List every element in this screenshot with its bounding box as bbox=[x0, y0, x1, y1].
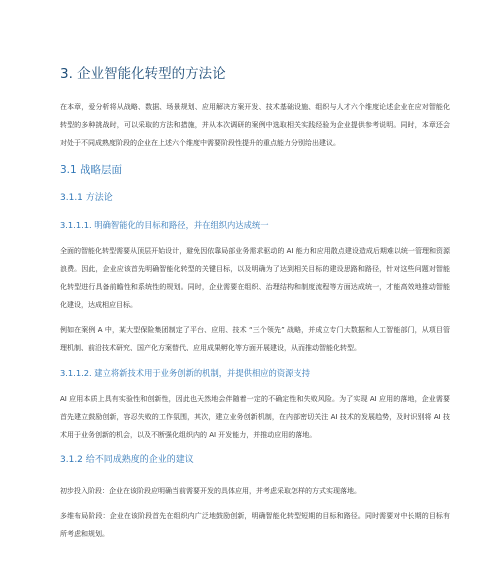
paragraph-goal-2: 例如在案例 A 中，某大型保险集团制定了平台、应用、技术 “三个领先” 战略，并成立专门大数据和人工智能部门，从项目管理机制、前沿技术研究、国产化方案替代、应用成果孵化等方面开展建设，从而推动智能化转型。 bbox=[60, 326, 450, 352]
paragraph-advice-initial: 初步投入阶段：企业在该阶段应明确当前需要开发的具体应用，并考虑采取怎样的方式实现落地。 bbox=[60, 487, 361, 495]
chapter-intro: 在本章，爱分析将从战略、数据、场景规划、应用解决方案开发、技术基础设施、组织与人才六个维度论述企业在应对智能化转型的多种挑战时，可以采取的方法和措施，并从本次调研的案例中选取相关实践经验为企业提供参考说明。同时，本章还会对处于不同成熟度阶段的企业在上述六个维度中需要阶段性提升的重点能力分别给出建议。 bbox=[60, 103, 450, 147]
subsection-heading-methodology: 3.1.1 方法论 bbox=[60, 193, 113, 203]
heading-innovation-mechanism: 3.1.1.2. 建立将新技术用于业务创新的机制，并提供相应的资源支持 bbox=[60, 368, 311, 378]
chapter-title: 3. 企业智能化转型的方法论 bbox=[60, 66, 226, 82]
paragraph-goal-1: 全面的智能化转型需要从顶层开始设计，避免因依靠局部业务需求驱动的 AI 能力和应用散点建设造成后期难以统一管理和资源浪费。因此，企业应该首先明确智能化转型的关键目标，以及明确为了达到相关目标的建设思路和路径，针对这些问题对智能化转型进行具备前瞻性和系统性的规划。同时，企业需要在组织、治理结构和制度流程等方面达成统一，才能高效地推动智能化建设，达成相应目标。 bbox=[60, 247, 450, 309]
paragraph-innovation: AI 应用本质上具有实验性和创新性，因此也天然地会伴随着一定的不确定性和失败风险。为了实现 AI 应用的落地，企业需要首先建立鼓励创新，容忍失败的工作氛围，其次，建立业务创新机制，在内部密切关注 AI 技术的发展趋势，及时识别将 AI 技术用于业务创新的机会，以及不断强化组织内的 AI 开发能力，并推动应用的落地。 bbox=[60, 395, 450, 439]
subsection-heading-advice: 3.1.2 给不同成熟度的企业的建议 bbox=[60, 455, 194, 465]
paragraph-advice-multi: 多维布局阶段：企业在该阶段首先在组织内广泛地鼓励创新，明确智能化转型短期的目标和路径。同时需要对中长期的目标有所考虑和规划。 bbox=[60, 512, 450, 538]
section-heading-strategy: 3.1 战略层面 bbox=[60, 164, 123, 176]
heading-goal-and-path: 3.1.1.1. 明确智能化的目标和路径，并在组织内达成统一 bbox=[60, 220, 269, 230]
document-content bbox=[60, 66, 450, 554]
